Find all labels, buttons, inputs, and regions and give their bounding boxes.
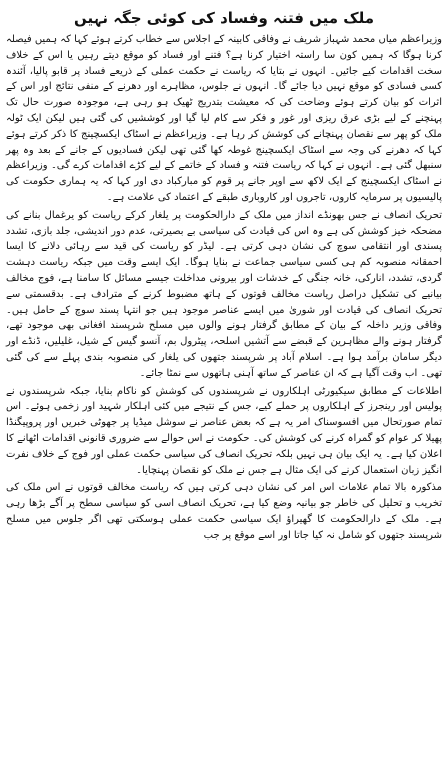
article-headline: ملک میں فتنہ وفساد کی کوئی جگہ نہیں bbox=[73, 9, 375, 27]
article-paragraph-4: مذکورہ بالا تمام علامات اس امر کی نشان دہی کرتی ہیں کہ ریاست مخالف قوتوں نے اس ملک کی تخریب و تحلیل کی خاطر جو بیانیہ وضع کیا ہے، تحریک انصاف اسی کو سیاسی سطح پر آگے بڑھا رہی ہے۔ ملک کے دارالحکومت کا گھیراؤ ایک سیاسی حکمت عملی ہوسکتی تھی اگر جلوس میں مسلح شرپسند جتھوں کو شامل نہ کیا جاتا اور اسے موقع پر جب bbox=[6, 482, 442, 541]
article-paragraph-2: تحریک انصاف نے جس بھونڈے انداز میں ملک کے دارالحکومت پر یلغار کرکے ریاست کو یرغمال بنانے کی مضحکہ خیز کوشش کی ہے وہ اس کی قیادت کی سیاسی بے بصیرتی، عدم دور اندیشی، جلد بازی، تشدد پسندی اور انتقامی سوچ کی نشان دہی کرتی ہے۔ لیڈر کو ریاست کی قید سے رہائی دلانے کا ایسا احمقانہ منصوبہ کم ہی کسی سیاسی جماعت نے بنایا ہوگا۔ ایک ایسے وقت میں جبکہ ریاست دہشت گردی، تشدد، انارکی، خانہ جنگی کے خدشات اور بیرونی مداخلت جیسے مسائل کا سامنا ہے، فوج مخالف بیانیے کی تشکیل دراصل ریاست مخالف قوتوں کے ہاتھ مضبوط کرنے کے مترادف ہے۔ بدقسمتی سے تحریک انصاف کی قیادت اور شوریٰ میں ایسے عناصر موجود ہیں جو انتہا پسند سوچ کے حامل ہیں۔ وفاقی وزیر داخلہ کے بیان کے مطابق گرفتار ہونے والوں میں مسلح شرپسند افغانی بھی موجود تھے، گرفتار ہونے والے مظاہرین کے قبضے سے آتشیں اسلحہ، پیٹرول بم، آنسو گیس کے شیل، غلیلیں، ڈنڈے اور دیگر سامان برآمد ہوا ہے۔ اسلام آباد پر شرپسند جتھوں کی یلغار کی منصوبہ بندی پہلے سے کی گئی تھی۔ اب وقت آگیا ہے کہ ان عناصر کے ساتھ آہنی ہاتھوں سے نمٹا جائے۔ bbox=[6, 209, 442, 379]
article-paragraph-3: اطلاعات کے مطابق سیکیورٹی اہلکاروں نے شرپسندوں کی کوشش کو ناکام بنایا، جبکہ شرپسندوں نے پولیس اور رینجرز کے اہلکاروں پر حملے کیے، جس کے نتیجے میں کئی اہلکار شہید اور زخمی ہوئے۔ اس تمام صورتحال میں افسوسناک امر یہ ہے کہ بعض عناصر نے سوشل میڈیا پر جھوٹی خبریں اور پروپیگنڈا پھیلا کر عوام کو گمراہ کرنے کی کوشش کی۔ حکومت نے اس حوالے سے ضروری قانونی اقدامات اٹھانے کا اعلان کیا ہے۔ یہ ایک بیان ہی نہیں بلکہ تحریک انصاف کی سیاسی حکمت عملی اور فوج کے خلاف نفرت انگیز زبان استعمال کرنے کی ایک مثال ہے جس نے ملک کو نقصان پہنچایا۔ bbox=[6, 385, 442, 476]
article-paragraph-1: وزیراعظم میاں محمد شہباز شریف نے وفاقی کابینہ کے اجلاس سے خطاب کرتے ہوئے کہا کہ ہمیں فیصلہ کرنا ہوگا کہ ہمیں کون سا راستہ اختیار کرنا ہے؟ فتنے اور فساد کو موقع دیتے رہیں یا اس کے خلاف سخت اقدامات کیے جائیں۔ انہوں نے بتایا کہ ریاست نے حکمت عملی کے ذریعے فساد پر قابو پالیا، آئندہ کسی فسادی کو موقع نہیں دیا جائے گا۔ انہوں نے جلوس، مظاہرے اور دھرنے کے منفی نتائج اور اس کے اثرات کو بیان کرتے ہوئے وضاحت کی کہ معیشت بتدریج ٹھیک ہو رہی ہے، موجودہ صورت حال تک پہنچنے کے لیے بڑی عرق ریزی اور غور و فکر سے کام لیا گیا اور کوششیں کی گئی ہیں لیکن ایک ٹولہ ملک کو پھر سے نقصان پہنچانے کی کوشش کر رہا ہے۔ وزیراعظم نے اسٹاک ایکسچینج کا ذکر کرتے ہوئے کہا کہ دھرنے کی وجہ سے اسٹاک ایکسچینج غوطہ کھا گئی تھی لیکن فسادیوں کے جانے کے بعد وہ پھر سنبھل گئی ہے۔ انہوں نے کہا کہ ریاست فتنہ و فساد کے خاتمے کے لیے کڑے اقدامات کرے گی۔ وزیراعظم نے اسٹاک ایکسچینج کے ایک لاکھ سے اوپر جانے پر قوم کو مبارکباد دی اور کہا کہ یہ ہماری حکومت کی پالیسیوں پر سرمایہ کاروں، تاجروں اور کاروباری طبقے کے اعتماد کی علامت ہے۔ bbox=[6, 34, 442, 203]
